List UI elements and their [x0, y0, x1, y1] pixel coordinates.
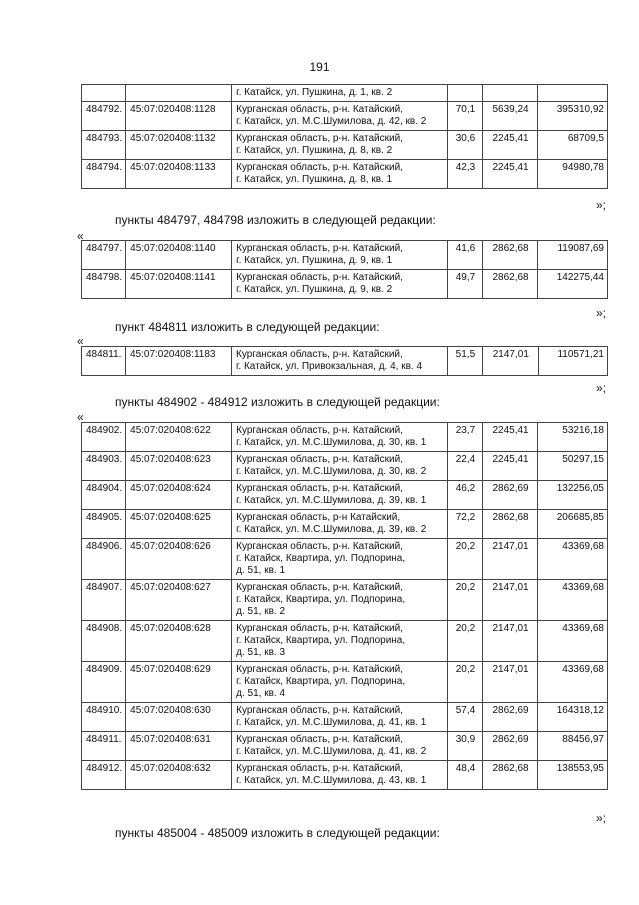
price-cell: 2862,68: [482, 270, 538, 299]
property-table-2: [81, 240, 608, 299]
area-cell: 72,2: [448, 510, 483, 539]
total-cell: 68709,5: [538, 131, 608, 160]
cadastral-number-cell: 45:07:020408:1141: [126, 270, 232, 299]
area-cell: 30,6: [448, 131, 483, 160]
address-line: Курганская область, р-н. Катайский,: [236, 162, 403, 173]
address-cell: [232, 452, 448, 481]
address-line: г. Катайск, ул. Привокзальная, д. 4, кв. 4: [236, 361, 423, 372]
address-line: д. 51, кв. 3: [236, 647, 286, 658]
cadastral-number-cell: [126, 85, 232, 102]
area-cell: 51,5: [448, 347, 483, 376]
address-line: д. 51, кв. 2: [236, 606, 286, 617]
area-cell: [448, 85, 483, 102]
address-line: г. Катайск, Квартира, ул. Подпорина,: [236, 553, 406, 564]
address-line: Курганская область, р-н. Катайский,: [236, 582, 403, 593]
table-row: [82, 703, 608, 732]
item-number-cell: 484793.: [82, 131, 126, 160]
address-line: г. Катайск, ул. М.С.Шумилова, д. 42, кв. 2: [236, 116, 427, 127]
total-cell: 119087,69: [538, 241, 608, 270]
area-cell: 41,6: [448, 241, 483, 270]
total-cell: 138553,95: [538, 761, 608, 790]
amendment-paragraph: пункт 484811 изложить в следующей редакции:: [115, 320, 380, 334]
total-cell: 50297,15: [538, 452, 608, 481]
address-line: Курганская область, р-н. Катайский,: [236, 734, 403, 745]
address-cell: [232, 423, 448, 452]
closing-quote: »;: [596, 811, 607, 825]
area-cell: 49,7: [448, 270, 483, 299]
price-cell: 2147,01: [482, 539, 538, 580]
address-line: г. Катайск, Квартира, ул. Подпорина,: [236, 635, 406, 646]
table-row: [82, 481, 608, 510]
address-line: Курганская область, р-н. Катайский,: [236, 133, 403, 144]
item-number-cell: 484905.: [82, 510, 126, 539]
area-cell: 23,7: [448, 423, 483, 452]
address-cell: [232, 732, 448, 761]
item-number-cell: 484909.: [82, 662, 126, 703]
cadastral-number-cell: 45:07:020408:1128: [126, 102, 232, 131]
cadastral-number-cell: 45:07:020408:1133: [126, 160, 232, 189]
address-cell: [232, 539, 448, 580]
amendment-paragraph: пункты 484902 - 484912 изложить в следующей редакции:: [115, 395, 440, 409]
opening-quote: «: [77, 334, 84, 348]
address-line: Курганская область, р-н. Катайский,: [236, 272, 403, 283]
cadastral-number-cell: 45:07:020408:631: [126, 732, 232, 761]
address-cell: [232, 85, 448, 102]
table-row: [82, 452, 608, 481]
address-line: Курганская область, р-н. Катайский,: [236, 349, 403, 360]
address-cell: [232, 703, 448, 732]
address-cell: [232, 160, 448, 189]
price-cell: 2245,41: [482, 452, 538, 481]
address-cell: [232, 270, 448, 299]
item-number-cell: 484797.: [82, 241, 126, 270]
address-line: г. Катайск, ул. М.С.Шумилова, д. 41, кв. 1: [236, 717, 427, 728]
item-number-cell: 484912.: [82, 761, 126, 790]
area-cell: 48,4: [448, 761, 483, 790]
cadastral-number-cell: 45:07:020408:629: [126, 662, 232, 703]
closing-quote: »;: [596, 198, 607, 212]
cadastral-number-cell: 45:07:020408:622: [126, 423, 232, 452]
area-cell: 70,1: [448, 102, 483, 131]
address-line: Курганская область, р-н. Катайский,: [236, 483, 403, 494]
closing-quote: »;: [596, 306, 607, 320]
cadastral-number-cell: 45:07:020408:632: [126, 761, 232, 790]
address-cell: [232, 347, 448, 376]
address-cell: [232, 510, 448, 539]
price-cell: 2147,01: [482, 662, 538, 703]
total-cell: [538, 85, 608, 102]
area-cell: 22,4: [448, 452, 483, 481]
address-line: Курганская область, р-н. Катайский,: [236, 541, 403, 552]
price-cell: 2245,41: [482, 131, 538, 160]
total-cell: 206685,85: [538, 510, 608, 539]
total-cell: 94980,78: [538, 160, 608, 189]
table-row: [82, 621, 608, 662]
address-line: Курганская область, р-н. Катайский,: [236, 623, 403, 634]
table-row: [82, 662, 608, 703]
area-cell: 20,2: [448, 621, 483, 662]
address-line: г. Катайск, ул. М.С.Шумилова, д. 39, кв. 1: [236, 495, 427, 506]
opening-quote: «: [77, 410, 84, 424]
table-row: [82, 347, 608, 376]
item-number-cell: 484794.: [82, 160, 126, 189]
item-number-cell: 484906.: [82, 539, 126, 580]
cadastral-number-cell: 45:07:020408:625: [126, 510, 232, 539]
item-number-cell: [82, 85, 126, 102]
area-cell: 46,2: [448, 481, 483, 510]
address-line: г. Катайск, ул. М.С.Шумилова, д. 30, кв. 1: [236, 437, 427, 448]
price-cell: 2862,68: [482, 761, 538, 790]
address-line: г. Катайск, ул. Пушкина, д. 1, кв. 2: [236, 87, 393, 98]
area-cell: 20,2: [448, 539, 483, 580]
address-line: г. Катайск, ул. М.С.Шумилова, д. 43, кв. 1: [236, 775, 427, 786]
address-line: Курганская область, р-н. Катайский,: [236, 763, 403, 774]
table-row: [82, 85, 608, 102]
total-cell: 110571,21: [538, 347, 607, 376]
address-cell: [232, 241, 448, 270]
total-cell: 88456,97: [538, 732, 608, 761]
price-cell: 2862,68: [482, 241, 538, 270]
table-row: [82, 732, 608, 761]
cadastral-number-cell: 45:07:020408:630: [126, 703, 232, 732]
address-line: г. Катайск, ул. Пушкина, д. 8, кв. 1: [236, 174, 393, 185]
table-row: [82, 102, 608, 131]
total-cell: 43369,68: [538, 662, 608, 703]
area-cell: 30,9: [448, 732, 483, 761]
amendment-paragraph: пункты 485004 - 485009 изложить в следующей редакции:: [115, 826, 440, 840]
total-cell: 43369,68: [538, 580, 608, 621]
cadastral-number-cell: 45:07:020408:626: [126, 539, 232, 580]
address-line: Курганская область, р-н. Катайский,: [236, 425, 403, 436]
address-cell: [232, 580, 448, 621]
total-cell: 132256,05: [538, 481, 608, 510]
address-line: Курганская область, р-н Катайский,: [236, 512, 401, 523]
total-cell: 142275,44: [538, 270, 608, 299]
page-number: 191: [309, 60, 330, 74]
item-number-cell: 484792.: [82, 102, 126, 131]
cadastral-number-cell: 45:07:020408:1183: [126, 347, 232, 376]
address-line: Курганская область, р-н. Катайский,: [236, 664, 403, 675]
address-cell: [232, 102, 448, 131]
cadastral-number-cell: 45:07:020408:628: [126, 621, 232, 662]
price-cell: 2862,69: [482, 732, 538, 761]
table-row: [82, 270, 608, 299]
address-line: г. Катайск, ул. М.С.Шумилова, д. 39, кв. 2: [236, 524, 427, 535]
address-line: Курганская область, р-н. Катайский,: [236, 104, 403, 115]
address-line: Курганская область, р-н. Катайский,: [236, 705, 403, 716]
table-row: [82, 761, 608, 790]
price-cell: 2862,69: [482, 481, 538, 510]
price-cell: 2147,01: [482, 580, 538, 621]
price-cell: 5639,24: [482, 102, 538, 131]
address-line: Курганская область, р-н. Катайский,: [236, 454, 403, 465]
address-line: г. Катайск, ул. Пушкина, д. 9, кв. 1: [236, 255, 393, 266]
total-cell: 43369,68: [538, 539, 608, 580]
table-row: [82, 510, 608, 539]
price-cell: 2862,68: [482, 510, 538, 539]
total-cell: 395310,92: [538, 102, 608, 131]
address-line: д. 51, кв. 4: [236, 688, 286, 699]
address-line: Курганская область, р-н. Катайский,: [236, 243, 403, 254]
address-cell: [232, 481, 448, 510]
property-table-1: [81, 84, 608, 189]
address-line: г. Катайск, ул. М.С.Шумилова, д. 30, кв. 2: [236, 466, 427, 477]
item-number-cell: 484811.: [82, 347, 126, 376]
address-line: г. Катайск, ул. Пушкина, д. 8, кв. 2: [236, 145, 393, 156]
price-cell: 2147,01: [482, 621, 538, 662]
property-table-4: [81, 422, 608, 790]
item-number-cell: 484910.: [82, 703, 126, 732]
address-line: г. Катайск, Квартира, ул. Подпорина,: [236, 676, 406, 687]
area-cell: 20,2: [448, 662, 483, 703]
opening-quote: «: [77, 229, 84, 243]
cadastral-number-cell: 45:07:020408:1132: [126, 131, 232, 160]
total-cell: 164318,12: [538, 703, 608, 732]
item-number-cell: 484911.: [82, 732, 126, 761]
item-number-cell: 484903.: [82, 452, 126, 481]
address-cell: [232, 131, 448, 160]
cadastral-number-cell: 45:07:020408:1140: [126, 241, 232, 270]
cadastral-number-cell: 45:07:020408:624: [126, 481, 232, 510]
total-cell: 43369,68: [538, 621, 608, 662]
closing-quote: »;: [596, 381, 607, 395]
total-cell: 53216,18: [538, 423, 608, 452]
price-cell: [482, 85, 538, 102]
item-number-cell: 484902.: [82, 423, 126, 452]
area-cell: 20,2: [448, 580, 483, 621]
price-cell: 2245,41: [482, 423, 538, 452]
address-line: г. Катайск, ул. Пушкина, д. 9, кв. 2: [236, 284, 393, 295]
price-cell: 2862,69: [482, 703, 538, 732]
area-cell: 42,3: [448, 160, 483, 189]
address-line: г. Катайск, ул. М.С.Шумилова, д. 41, кв. 2: [236, 746, 427, 757]
area-cell: 57,4: [448, 703, 483, 732]
price-cell: 2245,41: [482, 160, 538, 189]
address-cell: [232, 621, 448, 662]
amendment-paragraph: пункты 484797, 484798 изложить в следующей редакции:: [115, 213, 436, 227]
table-row: [82, 160, 608, 189]
table-row: [82, 423, 608, 452]
table-row: [82, 241, 608, 270]
cadastral-number-cell: 45:07:020408:627: [126, 580, 232, 621]
item-number-cell: 484908.: [82, 621, 126, 662]
address-cell: [232, 662, 448, 703]
item-number-cell: 484798.: [82, 270, 126, 299]
address-line: г. Катайск, Квартира, ул. Подпорина,: [236, 594, 406, 605]
table-row: [82, 131, 608, 160]
table-row: [82, 539, 608, 580]
price-cell: 2147,01: [482, 347, 538, 376]
item-number-cell: 484904.: [82, 481, 126, 510]
item-number-cell: 484907.: [82, 580, 126, 621]
address-line: д. 51, кв. 1: [236, 565, 286, 576]
cadastral-number-cell: 45:07:020408:623: [126, 452, 232, 481]
address-cell: [232, 761, 448, 790]
property-table-3: [81, 346, 608, 376]
table-row: [82, 580, 608, 621]
